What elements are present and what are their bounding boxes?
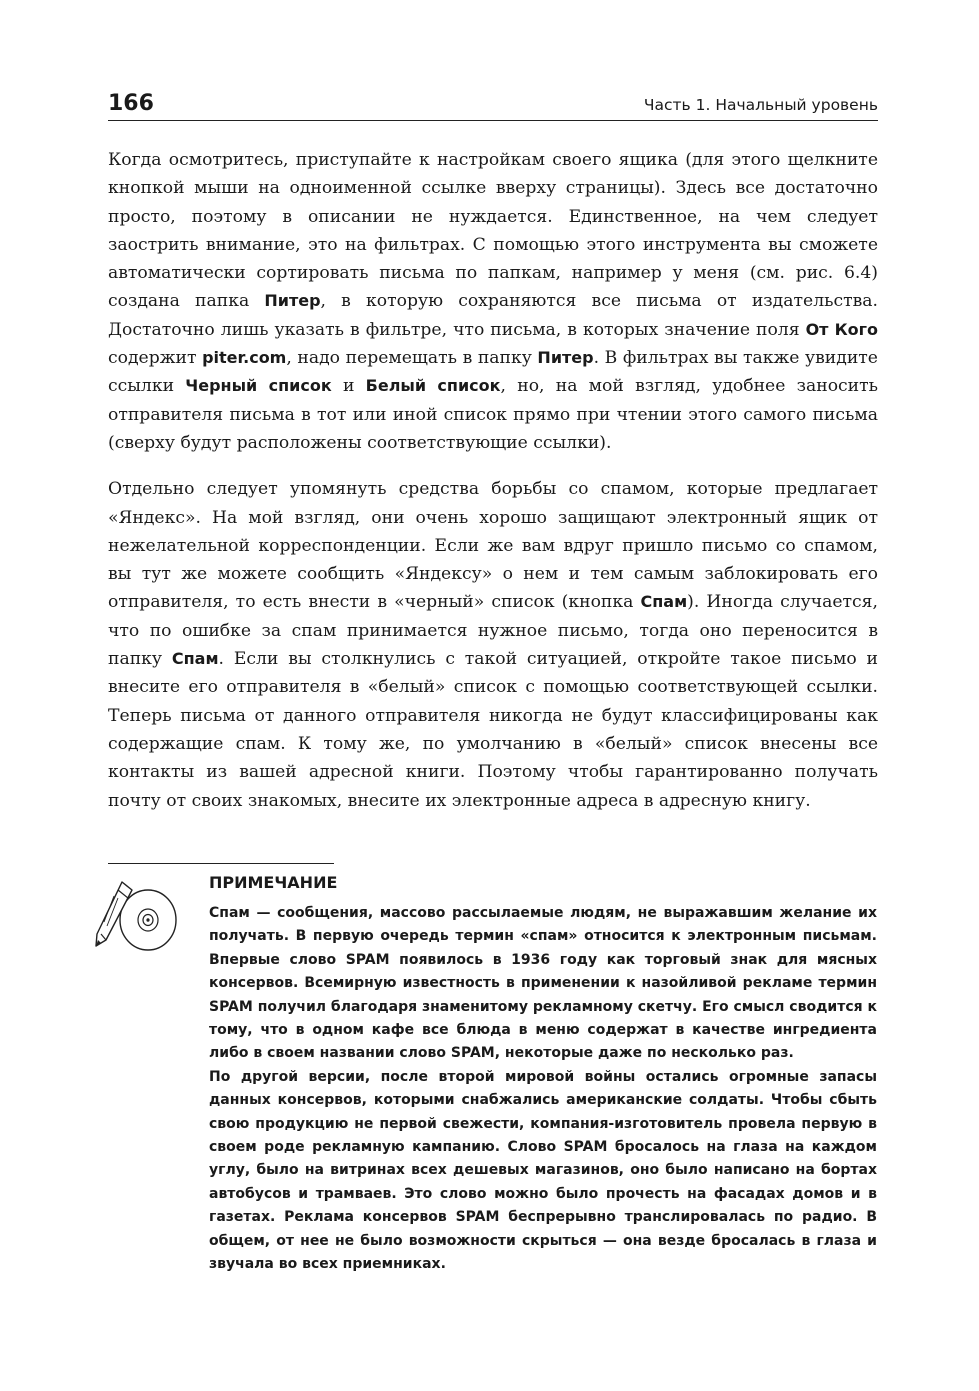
- blacklist-link-name: Черный список: [185, 376, 332, 396]
- paragraph-spam: Отдельно следует упомянуть средства борьбы со спамом, которые предлагает «Яндекс». На мой взгляд, они очень хорошо защищают электронный ящик от нежелательной корреспонденции. Если же вам вдруг пришло письмо со спамом, вы тут же можете сообщить «Яндексу» о нем и тем самым заблокировать его отправителя, то есть внести в «черный» список (кнопка Спам). Иногда случается, что по ошибке за спам принимается нужное письмо, тогда оно переносится в папку Спам. Если вы столкнулись с такой ситуацией, откройте такое письмо и внесите его отправителя в «белый» список с помощью соответствующей ссылки. Теперь письма от данного отправителя никогда не будут классифицированы как содержащие спам. К тому же, по умолчанию в «белый» список внесены все контакты из вашей адресной книги. Поэтому чтобы гарантированно получать почту от своих знакомых, внесите их электронные адреса в адресную книгу.: [108, 479, 878, 811]
- folder-name-piter-2: Питер: [537, 348, 594, 368]
- note-block: [209, 870, 877, 1277]
- spam-folder-name: Спам: [171, 649, 219, 669]
- folder-name-piter: Питер: [264, 291, 321, 311]
- note-divider: [108, 863, 334, 864]
- pencil-disc-icon: [92, 876, 178, 952]
- spam-button-name: Спам: [640, 592, 688, 612]
- running-head: Часть 1. Начальный уровень: [643, 96, 878, 114]
- page-header: [108, 90, 878, 121]
- domain-name: piter.com: [202, 348, 287, 368]
- body-text: [108, 146, 878, 815]
- whitelist-link-name: Белый список: [365, 376, 501, 396]
- note-paragraph: Спам — сообщения, массово рассылаемые людям, не выражавшим желание их получать. В первую очередь термин «спам» относится к электронным письмам. Впервые слово SPAM появилось в 1936 году как торговый знак для мясных консервов. Всемирную известность в применении к назойливой рекламе термин SPAM получил благодаря знаменитому рекламному скетчу. Его смысл сводится к тому, что в одном кафе все блюда в меню содержат в качестве ингредиента либо в своем названии слово SPAM, некоторые даже по несколько раз.: [209, 905, 877, 1062]
- note-title: ПРИМЕЧАНИЕ: [209, 873, 338, 892]
- page-number: 166: [108, 91, 154, 116]
- note-paragraph: По другой версии, после второй мировой войны остались огромные запасы данных консервов, которыми снабжались американские солдаты. Чтобы сбыть свою продукцию не первой свежести, компания-изготовитель провела первую в своем роде рекламную кампанию. Слово SPAM бросалось на глаза на каждом углу, было на витринах всех дешевых магазинов, оно было написано на бортах автобусов и трамваев. Это слово можно было прочесть на фасадах домов и в газетах. Реклама консервов SPAM беспрерывно транслировалась по радио. В общем, от нее не было возможности скрыться — она везде бросалась в глаза и звучала во всех приемниках.: [209, 1068, 877, 1273]
- paragraph-filters: Когда осмотритесь, приступайте к настройкам своего ящика (для этого щелкните кнопкой мыши на одноименной ссылке вверху страницы). Здесь все достаточно просто, поэтому в описании не нуждается. Единственное, на чем следует заострить внимание, это на фильтрах. С помощью этого инструмента вы сможете автоматически сортировать письма по папкам, например у меня (см. рис. 6.4) создана папка Питер, в которую сохраняются все письма от издательства. Достаточно лишь указать в фильтре, что письма, в которых значение поля От Кого содержит piter.com, надо перемещать в папку Питер. В фильтрах вы также увидите ссылки Черный список и Белый список, но, на мой взгляд, удобнее заносить отправителя письма в тот или иной список прямо при чтении этого самого письма (сверху будут расположены соответствующие ссылки).: [108, 150, 879, 453]
- field-name-from: От Кого: [805, 319, 878, 339]
